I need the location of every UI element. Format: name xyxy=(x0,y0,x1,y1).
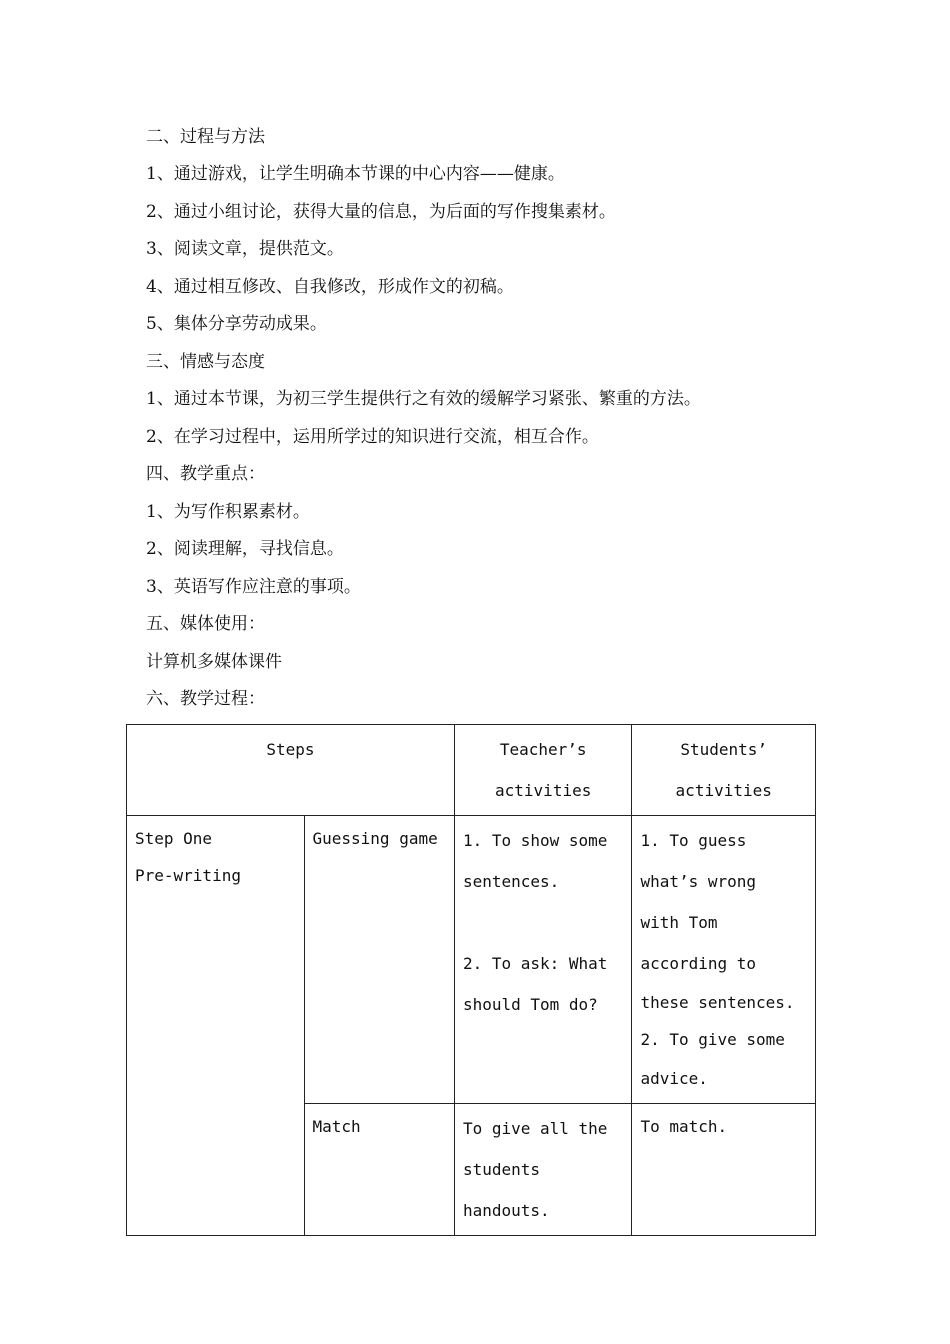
students-activity-cell xyxy=(632,1104,816,1236)
list-item: 5、集体分享劳动成果。 xyxy=(146,314,327,334)
step-phase: Pre-writing xyxy=(135,866,241,885)
teacher-activity-line: handouts. xyxy=(462,1201,550,1220)
students-activity-line: 1. To guess xyxy=(640,831,747,850)
activity-name: Match xyxy=(312,1117,361,1136)
list-item: 1、通过本节课，为初三学生提供行之有效的缓解学习紧张、繁重的方法。 xyxy=(146,389,701,409)
teacher-activity-line: 1. To show some xyxy=(462,831,608,850)
list-item: 3、英语写作应注意的事项。 xyxy=(146,577,361,597)
header-steps-label: Steps xyxy=(266,740,315,759)
teacher-activity-line: To give all the xyxy=(462,1119,608,1138)
activity-cell xyxy=(304,816,454,1104)
teacher-activity-line: students xyxy=(462,1160,540,1179)
list-item: 1、通过游戏，让学生明确本节课的中心内容——健康。 xyxy=(146,164,565,184)
media-description: 计算机多媒体课件 xyxy=(146,652,282,672)
teaching-steps-table xyxy=(126,724,816,1236)
activity-cell xyxy=(304,1104,454,1236)
section-heading-emotion-attitude: 三、情感与态度 xyxy=(146,352,265,372)
activity-name: Guessing game xyxy=(312,829,438,848)
header-teacher-line: Teacher’s xyxy=(499,740,587,759)
list-item: 3、阅读文章，提供范文。 xyxy=(146,239,344,259)
students-activity-cell xyxy=(632,816,816,1104)
teacher-activity-cell xyxy=(454,1104,632,1236)
section-heading-process-method: 二、过程与方法 xyxy=(146,127,265,147)
students-activity-line: what’s wrong xyxy=(640,872,757,891)
line-gap xyxy=(463,902,624,943)
table-row xyxy=(127,816,816,1104)
teacher-activity-line: should Tom do? xyxy=(462,995,598,1014)
header-steps xyxy=(127,725,455,816)
header-teacher-activities xyxy=(454,725,632,816)
students-activity-line: advice. xyxy=(640,1069,708,1088)
step-cell xyxy=(127,816,305,1236)
section-heading-media: 五、媒体使用： xyxy=(146,614,265,634)
students-activity-line: these sentences. xyxy=(640,993,795,1012)
list-item: 2、阅读理解，寻找信息。 xyxy=(146,539,344,559)
table-header-row xyxy=(127,725,816,816)
students-activity-line: 2. To give some xyxy=(640,1030,785,1049)
list-item: 2、通过小组讨论，获得大量的信息，为后面的写作搜集素材。 xyxy=(146,202,616,222)
step-name: Step One xyxy=(135,829,213,848)
header-students-activities xyxy=(632,725,816,816)
students-activity-line: according to xyxy=(640,954,757,973)
header-students-line: activities xyxy=(675,781,772,800)
list-item: 4、通过相互修改、自我修改，形成作文的初稿。 xyxy=(146,277,514,297)
section-heading-key-points: 四、教学重点： xyxy=(146,464,265,484)
teacher-activity-line: 2. To ask: What xyxy=(462,954,608,973)
header-teacher-line: activities xyxy=(495,781,592,800)
students-activity-line: with Tom xyxy=(640,913,718,932)
students-activity-line: To match. xyxy=(640,1117,728,1136)
section-heading-teaching-process: 六、教学过程： xyxy=(146,689,265,709)
header-students-line: Students’ xyxy=(680,740,768,759)
teacher-activity-cell xyxy=(454,816,632,1104)
teacher-activity-line: sentences. xyxy=(462,872,560,891)
list-item: 1、为写作积累素材。 xyxy=(146,502,310,522)
list-item: 2、在学习过程中，运用所学过的知识进行交流，相互合作。 xyxy=(146,427,599,447)
